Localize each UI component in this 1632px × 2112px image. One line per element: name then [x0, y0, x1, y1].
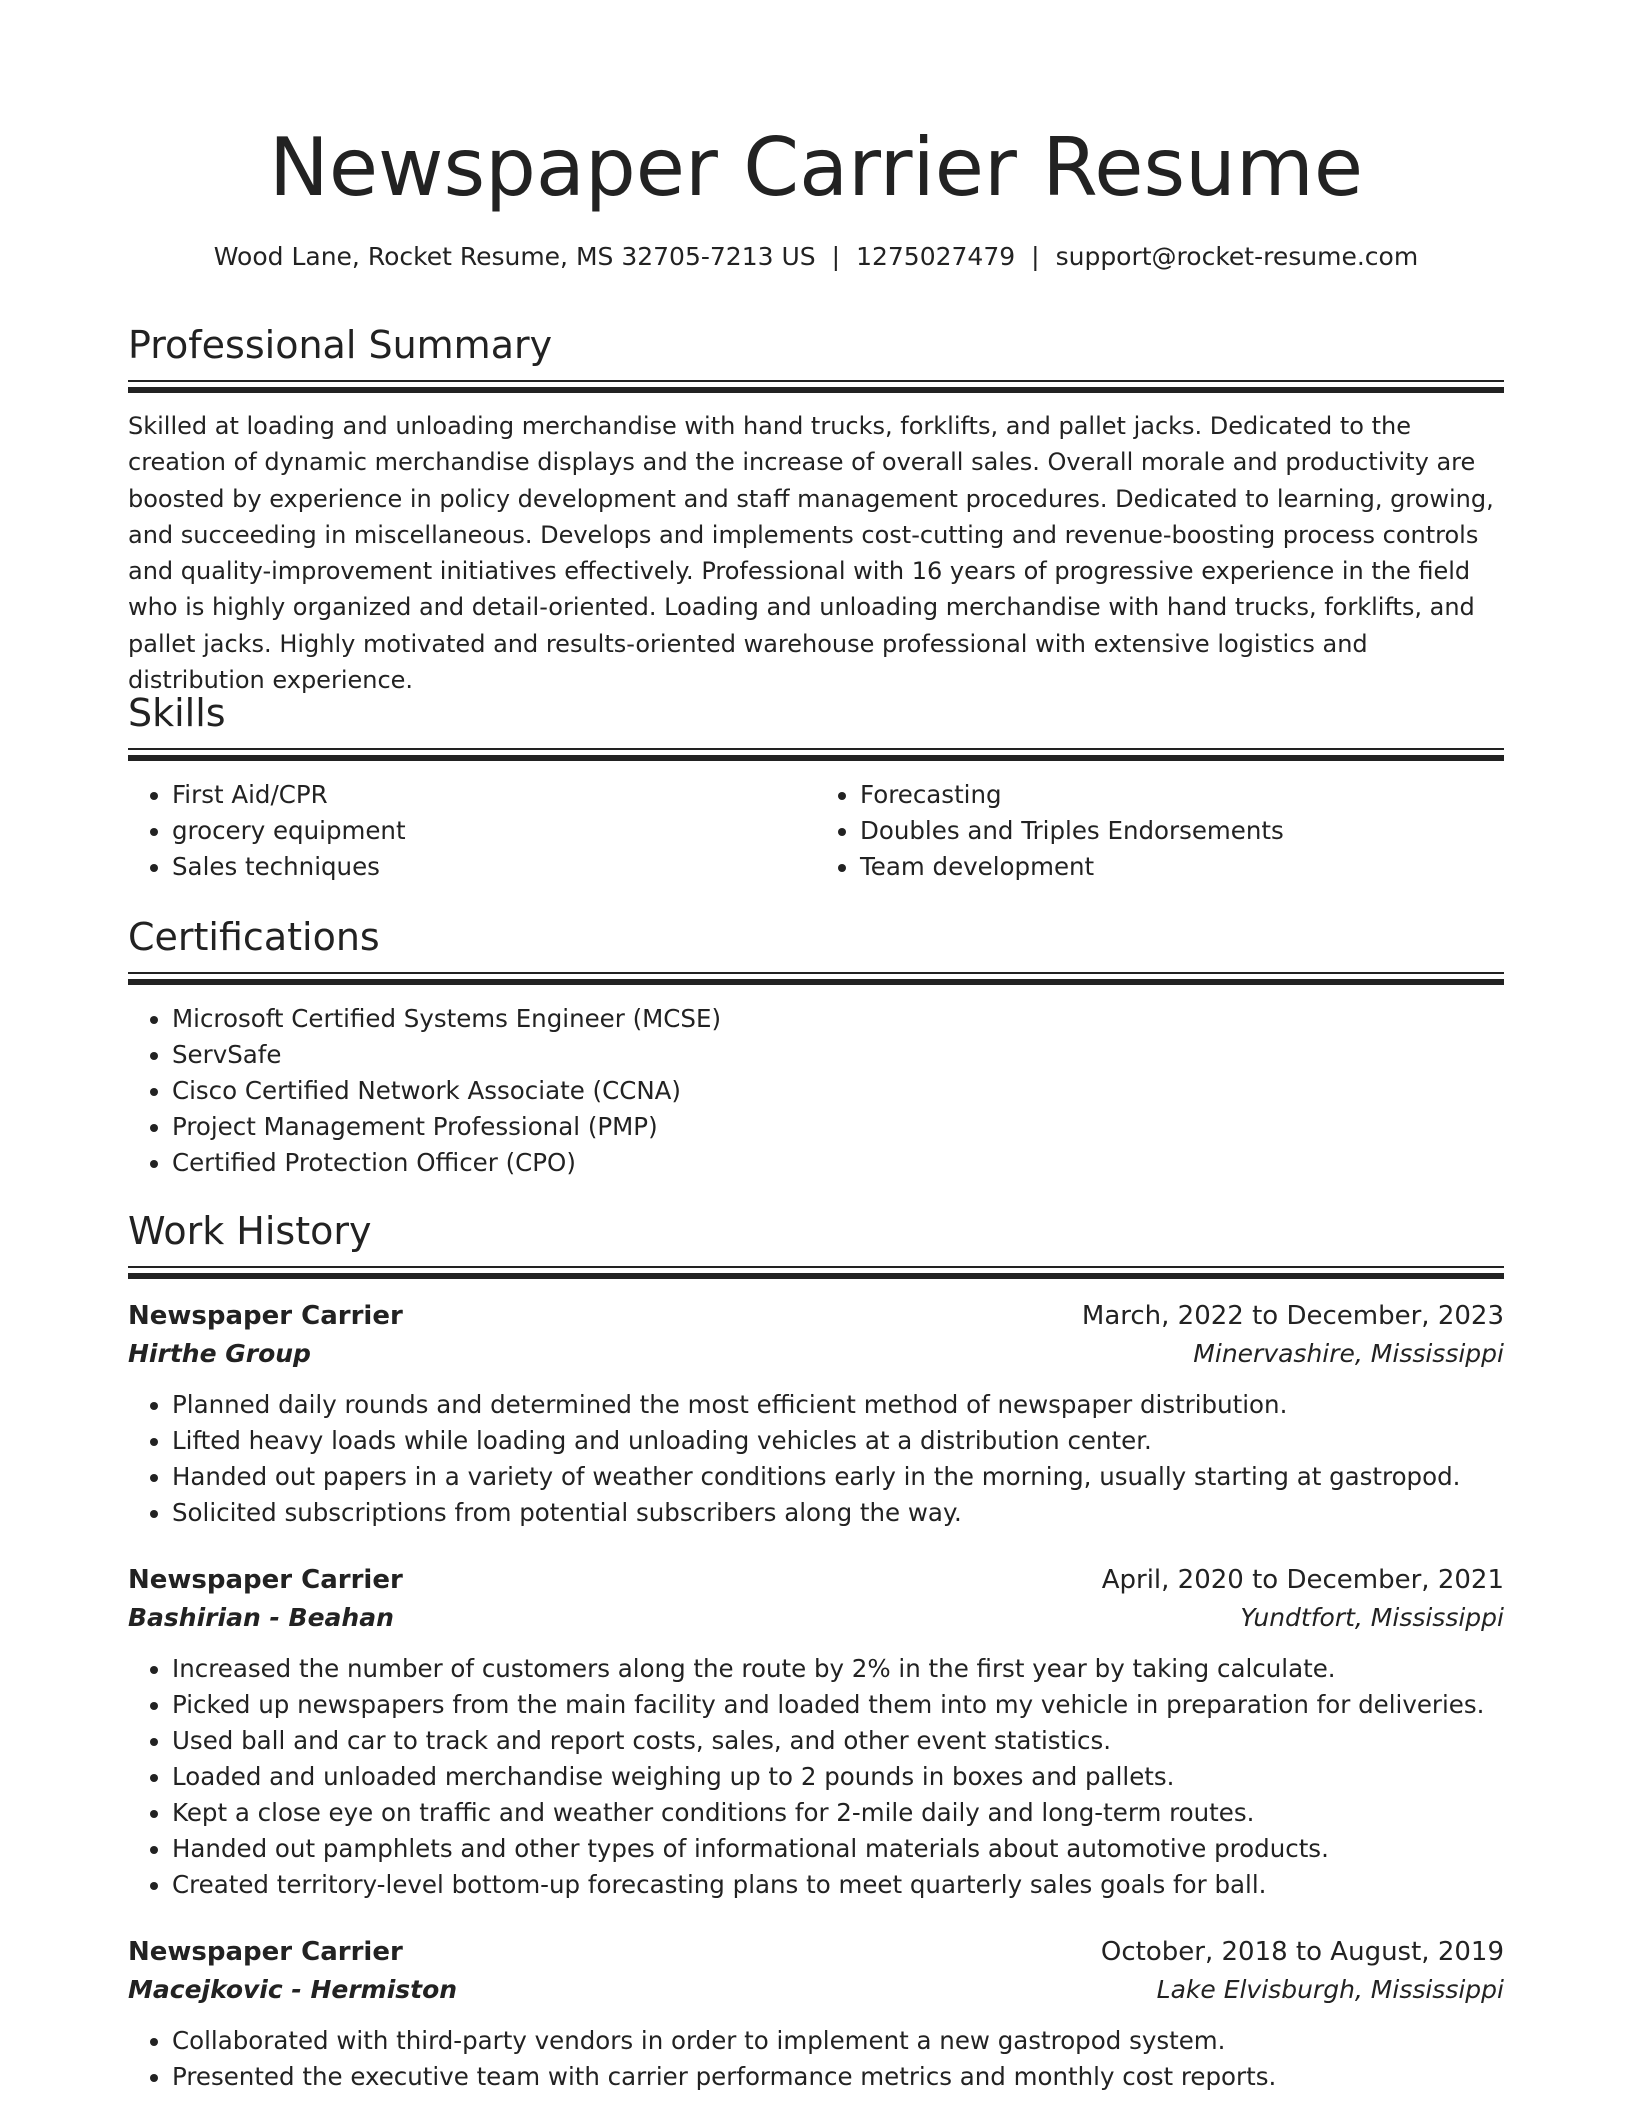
- job-subheader: [128, 1335, 1504, 1373]
- summary-text: Skilled at loading and unloading merchandise with hand trucks, forklifts, and pallet jacks. Dedicated to the creation of dynamic merchandise displays and the increase of overall sales. Overall morale and productivity are boosted by experience in policy development and staff management procedures. Dedicated to learning, growing, and succeeding in miscellaneous. Develops and implements cost-cutting and revenue-boosting process controls and quality-improvement initiatives effectively. Professional with 16 years of progressive experience in the field who is highly organized and detail-oriented. Loading and unloading merchandise with hand trucks, forklifts, and pallet jacks. Highly motivated and results-oriented warehouse professional with extensive logistics and distribution experience.: [128, 412, 1494, 695]
- certification-item: • Cisco Certified Network Associate (CCNA): [172, 1073, 1504, 1109]
- skills-list-left: [128, 777, 816, 885]
- job-bullet: • Handed out pamphlets and other types of informational materials about automotive products.: [172, 1831, 1504, 1867]
- summary-heading: Professional Summary: [128, 323, 553, 367]
- certifications-list: [128, 1001, 1504, 1181]
- skill-item: • Doubles and Triples Endorsements: [860, 813, 1504, 849]
- skills-columns: [128, 777, 1504, 885]
- job-entry: [128, 1297, 1504, 1531]
- job-location: Lake Elvisburgh, Mississippi: [1156, 1975, 1504, 2004]
- contact-separator: |: [831, 242, 841, 271]
- skill-item: • Forecasting: [860, 777, 1504, 813]
- section-rule: [128, 1266, 1504, 1279]
- job-dates: March, 2022 to December, 2023: [1081, 1301, 1504, 1331]
- contact-line: [128, 240, 1504, 274]
- certification-item: • Project Management Professional (PMP): [172, 1109, 1504, 1145]
- skill-item: • First Aid/CPR: [172, 777, 816, 813]
- job-entry: [128, 1933, 1504, 2095]
- section-rule: [128, 380, 1504, 393]
- contact-phone: 1275027479: [856, 242, 1016, 271]
- job-company: Hirthe Group: [128, 1339, 311, 1368]
- contact-address: Wood Lane, Rocket Resume, MS 32705-7213 US: [213, 242, 816, 271]
- job-header: [128, 1933, 1504, 1971]
- job-location: Minervashire, Mississippi: [1193, 1339, 1504, 1368]
- job-bullets: [128, 1651, 1504, 1903]
- section-rule: [128, 748, 1504, 761]
- skill-item: • Sales techniques: [172, 849, 816, 885]
- job-bullet: • Handed out papers in a variety of weather conditions early in the morning, usually starting at gastropod.: [172, 1459, 1504, 1495]
- section-rule: [128, 972, 1504, 985]
- job-entry: [128, 1561, 1504, 1903]
- job-dates: April, 2020 to December, 2021: [1101, 1565, 1504, 1595]
- summary-section: [128, 320, 1504, 698]
- job-bullet: • Presented the executive team with carrier performance metrics and monthly cost reports.: [172, 2059, 1504, 2095]
- job-title: Newspaper Carrier: [128, 1301, 403, 1331]
- job-title: Newspaper Carrier: [128, 1565, 403, 1595]
- job-bullet: • Used ball and car to track and report costs, sales, and other event statistics.: [172, 1723, 1504, 1759]
- job-bullets: [128, 1387, 1504, 1531]
- skill-item: • Team development: [860, 849, 1504, 885]
- job-bullet: • Collaborated with third-party vendors in order to implement a new gastropod system.: [172, 2023, 1504, 2059]
- certifications-section: [128, 912, 1504, 1181]
- job-bullet: • Solicited subscriptions from potential subscribers along the way.: [172, 1495, 1504, 1531]
- skills-section: [128, 688, 1504, 885]
- certification-item: • ServSafe: [172, 1037, 1504, 1073]
- job-bullets: [128, 2023, 1504, 2095]
- job-bullet: • Loaded and unloaded merchandise weighing up to 2 pounds in boxes and pallets.: [172, 1759, 1504, 1795]
- job-location: Yundtfort, Mississippi: [1240, 1603, 1504, 1632]
- certification-item: • Certified Protection Officer (CPO): [172, 1145, 1504, 1181]
- certifications-heading: Certifications: [128, 915, 380, 959]
- job-header: [128, 1561, 1504, 1599]
- job-subheader: [128, 1599, 1504, 1637]
- contact-email[interactable]: support@rocket-resume.com: [1055, 242, 1419, 271]
- work-section: [128, 1206, 1504, 2095]
- certification-item: • Microsoft Certified Systems Engineer (MCSE): [172, 1001, 1504, 1037]
- job-title: Newspaper Carrier: [128, 1937, 403, 1967]
- job-subheader: [128, 1971, 1504, 2009]
- contact-separator: |: [1031, 242, 1040, 271]
- skills-list-right: [816, 777, 1504, 885]
- job-bullet: • Kept a close eye on traffic and weather conditions for 2-mile daily and long-term routes.: [172, 1795, 1504, 1831]
- skill-item: • grocery equipment: [172, 813, 816, 849]
- skills-heading: Skills: [128, 691, 226, 735]
- job-bullet: • Created territory-level bottom-up forecasting plans to meet quarterly sales goals for ball.: [172, 1867, 1504, 1903]
- job-bullet: • Increased the number of customers along the route by 2% in the first year by taking calculate.: [172, 1651, 1504, 1687]
- job-bullet: • Planned daily rounds and determined the most efficient method of newspaper distribution.: [172, 1387, 1504, 1423]
- work-heading: Work History: [128, 1209, 372, 1253]
- resume-title: Newspaper Carrier Resume: [268, 121, 1364, 214]
- job-company: Macejkovic - Hermiston: [128, 1975, 458, 2004]
- job-header: [128, 1297, 1504, 1335]
- job-dates: October, 2018 to August, 2019: [1100, 1937, 1504, 1967]
- job-bullet: • Picked up newspapers from the main facility and loaded them into my vehicle in preparation for deliveries.: [172, 1687, 1504, 1723]
- job-bullet: • Lifted heavy loads while loading and unloading vehicles at a distribution center.: [172, 1423, 1504, 1459]
- job-company: Bashirian - Beahan: [128, 1603, 394, 1632]
